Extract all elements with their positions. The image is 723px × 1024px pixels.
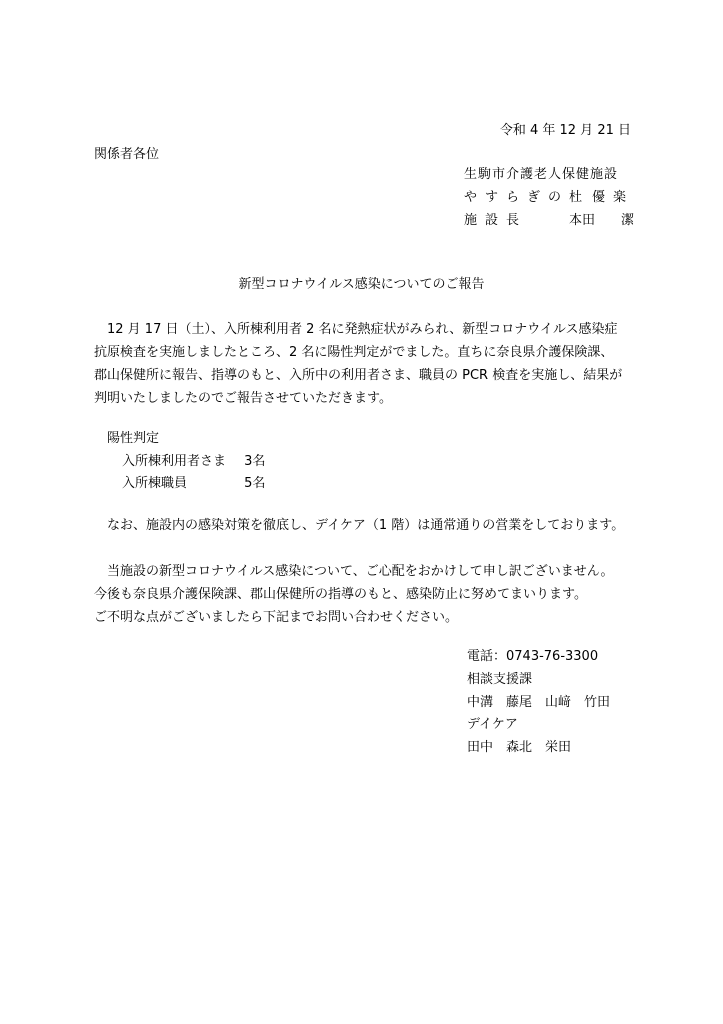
document-title: 新型コロナウイルス感染についてのご報告 — [238, 277, 485, 292]
director-title: 施設長 — [464, 213, 528, 228]
paragraph-report — [94, 318, 639, 410]
director-name: 本田 潔 — [568, 213, 634, 228]
paragraph-daycare — [94, 514, 639, 537]
paragraph-apology — [94, 560, 639, 629]
paragraph-line: なお、施設内の感染対策を徹底し、デイケア（1 階）は通常通りの営業をしております。 — [94, 518, 625, 533]
contact-dept-consultation-staff: 中溝 藤尾 山﨑 竹田 — [467, 695, 611, 710]
sender-facility: 生駒市介護老人保健施設 — [464, 167, 619, 182]
contact-phone: 電話：0743-76-3300 — [467, 649, 599, 664]
recipient: 関係者各位 — [94, 147, 160, 162]
contact-dept-daycare: デイケア — [467, 717, 518, 732]
paragraph-line: 今後も奈良県介護保険課、郡山保健所の指導のもと、感染防止に努めてまいります。 — [94, 587, 587, 602]
facility-name-left: やすらぎの杜 — [464, 190, 591, 205]
paragraph-line: 判明いたしましたのでご報告させていただきます。 — [94, 391, 392, 406]
document-date: 令和 4 年 12 月 21 日 — [499, 123, 631, 138]
results-heading: 陽性判定 — [107, 431, 160, 446]
facility-name-right: 優楽 — [591, 190, 634, 205]
sender-director — [464, 212, 634, 230]
paragraph-line: ご不明な点がございましたら下記までお問い合わせください。 — [94, 610, 459, 625]
paragraph-line: 抗原検査を実施しましたところ、2 名に陽性判定がでました。直ちに奈良県介護保険課、 — [94, 345, 614, 360]
result-row-staff — [122, 475, 265, 493]
paragraph-line: 郡山保健所に報告、指導のもと、入所中の利用者さま、職員の PCR 検査を実施し、結果が — [94, 368, 623, 383]
result-count: 3名 — [244, 454, 266, 469]
paragraph-line: 当施設の新型コロナウイルス感染について、ご心配をおかけして申し訳ございません。 — [94, 564, 614, 579]
sender-block — [464, 166, 634, 184]
contact-dept-daycare-staff: 田中 森北 栄田 — [467, 740, 572, 755]
paragraph-line: 12 月 17 日（土）、入所棟利用者 2 名に発熱症状がみられ、新型コロナウイルス感染症 — [94, 322, 618, 337]
contact-dept-consultation: 相談支援課 — [467, 672, 533, 687]
result-row-residents — [122, 453, 265, 471]
result-label: 入所棟利用者さま — [122, 454, 227, 469]
result-count: 5名 — [244, 476, 266, 491]
sender-facility-name — [464, 189, 634, 207]
result-label: 入所棟職員 — [122, 476, 188, 491]
